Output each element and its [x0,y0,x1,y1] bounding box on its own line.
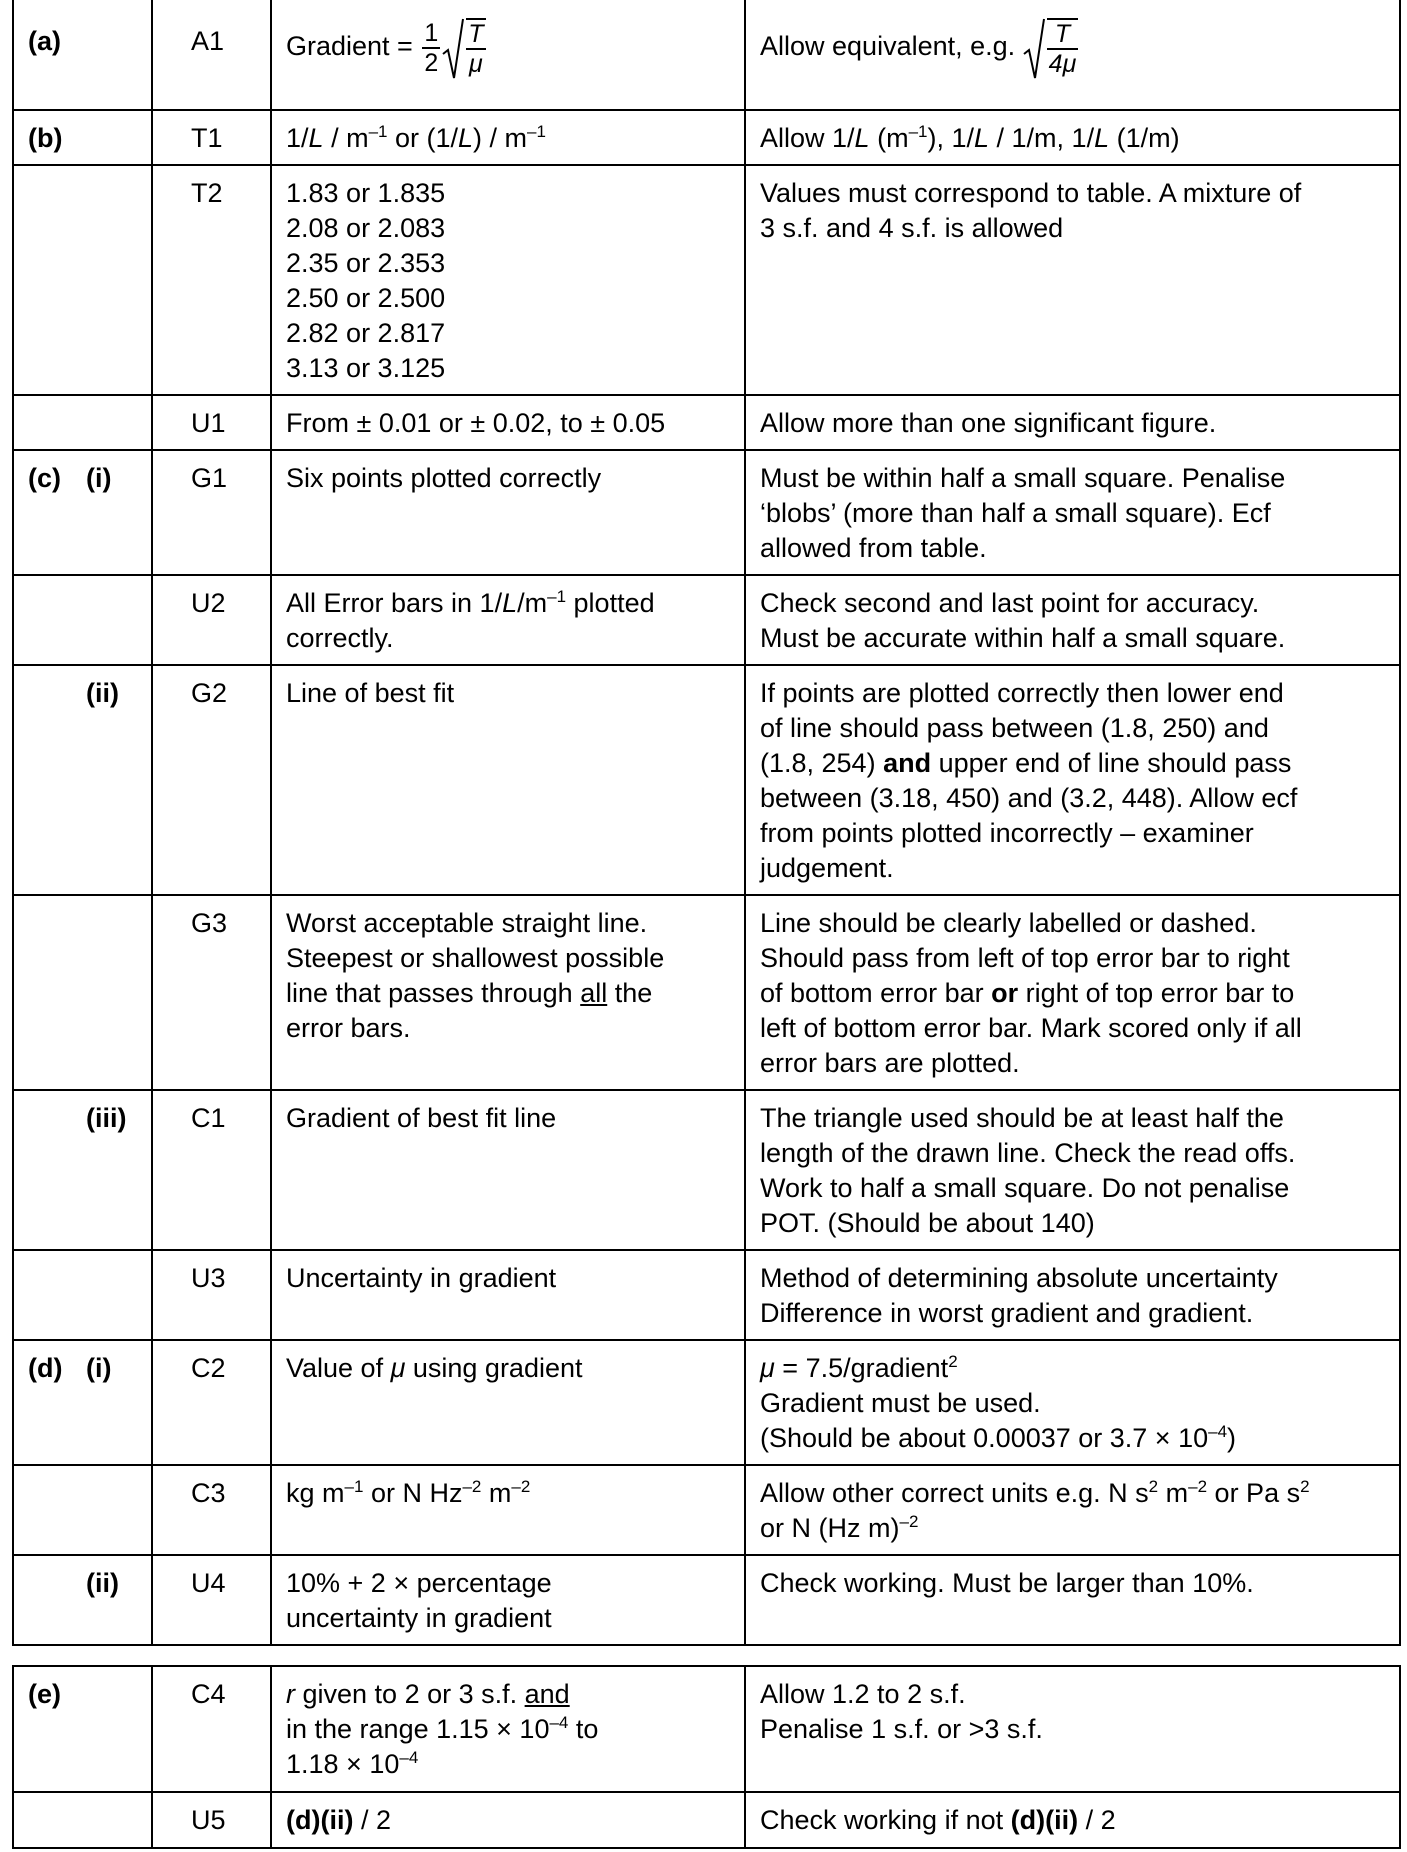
mark-code-label: U2 [191,588,226,618]
question-cell [13,110,152,165]
answer-cell [271,1792,745,1848]
question-cell [13,165,152,395]
answer-line: 3.13 or 3.125 [286,353,446,383]
answer-cell [271,1465,745,1555]
subquestion-label: (iii) [86,1103,127,1133]
notes-line: If points are plotted correctly then lower end [760,678,1284,708]
mark-code-label: U3 [191,1263,226,1293]
notes-line: POT. (Should be about 140) [760,1208,1095,1238]
notes-line: Check second and last point for accuracy. [760,588,1260,618]
answer-sup: –2 [462,1477,482,1496]
table-row [13,665,1400,895]
answer-text: /m [517,588,548,618]
root-numerator: T [1047,18,1079,50]
notes-sup: –2 [899,1512,919,1531]
notes-sup: 2 [948,1352,958,1371]
notes-line: judgement. [760,853,894,883]
answer-cell [271,165,745,395]
notes-cell [745,0,1400,110]
notes-line: Method of determining absolute uncertainty [760,1263,1278,1293]
fraction-denominator: 2 [424,49,439,77]
notes-text: upper end of line should pass [931,748,1292,778]
mark-code-label: T2 [191,178,223,208]
notes-cell [745,1465,1400,1555]
mark-code [152,1340,271,1465]
answer-text: using gradient [405,1353,583,1383]
mark-scheme-table-continued [12,1665,1401,1849]
answer-cell [271,450,745,575]
mark-code-label: U4 [191,1568,226,1598]
answer-line: uncertainty in gradient [286,1603,552,1633]
answer-cell [271,665,745,895]
answer-cell [271,0,745,110]
mark-code [152,1250,271,1340]
root-fraction [466,18,485,78]
answer-line: Steepest or shallowest possible [286,943,665,973]
mark-code-label: T1 [191,123,223,153]
answer-line: 2.50 or 2.500 [286,283,446,313]
subquestion-label: (ii) [86,678,119,708]
notes-text: Allow other correct units e.g. N s [760,1478,1149,1508]
question-cell [13,575,152,665]
notes-bold: or [991,978,1019,1008]
answer-text: / 2 [353,1805,391,1835]
answer-text: line that passes through [286,978,581,1008]
answer-cell [271,575,745,665]
notes-line: The triangle used should be at least half the [760,1103,1284,1133]
mark-code-label: U1 [191,408,226,438]
mark-code [152,0,271,110]
notes-text: Allow 1/ [760,123,855,153]
mark-scheme-table [12,0,1401,1646]
notes-cell [745,1090,1400,1250]
notes-cell [745,110,1400,165]
answer-var: L [308,123,324,153]
answer-line: 2.35 or 2.353 [286,248,446,278]
mark-code [152,1555,271,1645]
mark-code-label: G3 [191,908,228,938]
mark-code [152,450,271,575]
answer-var: r [286,1679,295,1709]
table-row [13,1555,1400,1645]
fraction-numerator: 1 [424,19,439,47]
notes-cell [745,1792,1400,1848]
mark-code [152,1090,271,1250]
notes-line: error bars are plotted. [760,1048,1020,1078]
answer-text: kg m [286,1478,345,1508]
answer-cell [271,1666,745,1792]
answer-line: error bars. [286,1013,411,1043]
subquestion-label: (i) [86,1353,112,1383]
notes-line: Penalise 1 s.f. or >3 s.f. [760,1714,1043,1744]
question-cell [13,1666,152,1792]
mark-code-label: C4 [191,1679,226,1709]
notes-cell [745,665,1400,895]
table-row [13,450,1400,575]
answer-line: 2.82 or 2.817 [286,318,446,348]
mark-code-label: C3 [191,1478,226,1508]
mark-code [152,1666,271,1792]
question-label: (b) [28,123,63,153]
mark-code [152,110,271,165]
notes-text: or N (Hz m) [760,1513,900,1543]
question-cell [13,895,152,1090]
question-label: (e) [28,1679,61,1709]
question-cell [13,1555,152,1645]
answer-text: Uncertainty in gradient [286,1263,557,1293]
notes-text: of bottom error bar [760,978,992,1008]
mark-code [152,575,271,665]
notes-text: ), 1/ [927,123,974,153]
root-denominator: μ [469,50,483,78]
table-row [13,1465,1400,1555]
answer-var: L [458,123,474,153]
answer-text: to [568,1714,599,1744]
answer-text: m [481,1478,512,1508]
radical-sign-icon [1023,18,1045,80]
mark-code [152,895,271,1090]
answer-line: 2.08 or 2.083 [286,213,446,243]
table-row [13,165,1400,395]
mark-code [152,165,271,395]
answer-sup: –1 [547,587,567,606]
notes-line: Must be accurate within half a small square. [760,623,1286,653]
notes-text: m [1158,1478,1189,1508]
notes-line: left of bottom error bar. Mark scored only if all [760,1013,1302,1043]
answer-cell [271,1340,745,1465]
notes-line: of line should pass between (1.8, 250) and [760,713,1269,743]
notes-cell [745,895,1400,1090]
answer-underline: all [580,978,608,1008]
answer-cell [271,895,745,1090]
notes-text: (Should be about 0.00037 or 3.7 × 10 [760,1423,1209,1453]
notes-line: from points plotted incorrectly – examiner [760,818,1254,848]
notes-cell [745,1666,1400,1792]
answer-cell [271,1555,745,1645]
question-cell [13,665,152,895]
notes-line: allowed from table. [760,533,987,563]
answer-cell [271,1250,745,1340]
notes-text: Check working. Must be larger than 10%. [760,1568,1254,1598]
answer-text: plotted [566,588,655,618]
notes-text: Allow more than one significant figure. [760,408,1217,438]
notes-line: ‘blobs’ (more than half a small square). Ecf [760,498,1271,528]
answer-line: correctly. [286,623,394,653]
answer-text: Six points plotted correctly [286,463,602,493]
notes-cell [745,575,1400,665]
notes-line: length of the drawn line. Check the read offs. [760,1138,1296,1168]
notes-bold: and [883,748,932,778]
notes-line: Allow 1.2 to 2 s.f. [760,1679,966,1709]
answer-text: Gradient of best fit line [286,1103,557,1133]
question-cell [13,395,152,450]
question-cell [13,1090,152,1250]
question-cell [13,1250,152,1340]
table-row [13,1250,1400,1340]
root-fraction [1047,18,1079,78]
mark-code [152,665,271,895]
table-row [13,895,1400,1090]
notes-text: Check working if not [760,1805,1011,1835]
answer-sup: –1 [368,122,388,141]
radical-sign-icon [442,18,464,80]
notes-line: Difference in worst gradient and gradient. [760,1298,1254,1328]
notes-line: between (3.18, 450) and (3.2, 448). Allow ecf [760,783,1298,813]
notes-line: Should pass from left of top error bar to right [760,943,1290,973]
fraction [422,19,440,77]
answer-sup: –2 [511,1477,531,1496]
notes-bold: (d)(ii) [1010,1805,1079,1835]
table-row [13,0,1400,110]
square-root [1023,18,1081,78]
notes-text: (1/m) [1109,123,1180,153]
notes-sup: 2 [1148,1477,1159,1496]
notes-cell [745,1555,1400,1645]
notes-line: Work to half a small square. Do not penalise [760,1173,1290,1203]
answer-text: From ± 0.01 or ± 0.02, to ± 0.05 [286,408,666,438]
question-cell [13,450,152,575]
notes-text: or Pa s [1207,1478,1301,1508]
answer-text: or (1/ [387,123,459,153]
answer-text: the [607,978,653,1008]
notes-var: L [974,123,990,153]
notes-sup: –2 [1188,1477,1208,1496]
question-label: (c) [28,463,61,493]
notes-sup: 2 [1300,1477,1310,1496]
answer-cell [271,1090,745,1250]
answer-text: 1.18 × 10 [286,1749,400,1779]
answer-cell [271,110,745,165]
table-row [13,110,1400,165]
question-cell [13,0,152,110]
answer-text: / m [323,123,369,153]
answer-text: in the range 1.15 × 10 [286,1714,550,1744]
mark-code [152,1792,271,1848]
answer-text: Line of best fit [286,678,455,708]
notes-text: (1.8, 254) [760,748,884,778]
notes-line: Must be within half a small square. Penalise [760,463,1286,493]
answer-text: Value of [286,1353,391,1383]
root-numerator: T [468,20,484,48]
answer-var: L [502,588,518,618]
mark-code-label: A1 [191,26,225,56]
answer-bold: (d)(ii) [286,1805,354,1835]
answer-text: All Error bars in 1/ [286,588,503,618]
answer-sup: –4 [549,1713,569,1732]
answer-text: given to 2 or 3 s.f. [295,1679,525,1709]
mark-code-label: C1 [191,1103,226,1133]
notes-var: L [1094,123,1110,153]
mark-code-label: G1 [191,463,228,493]
notes-var: μ [760,1353,775,1383]
answer-text: or N Hz [363,1478,463,1508]
notes-cell [745,165,1400,395]
notes-cell [745,1250,1400,1340]
notes-cell [745,395,1400,450]
answer-line: 10% + 2 × percentage [286,1568,552,1598]
notes-text: / 2 [1078,1805,1116,1835]
notes-cell [745,450,1400,575]
answer-sup: –4 [399,1748,419,1767]
table-row [13,1792,1400,1848]
notes-sup: –1 [908,122,928,141]
answer-text: ) / m [473,123,528,153]
answer-line: 1.83 or 1.835 [286,178,446,208]
root-denominator: 4μ [1048,50,1077,78]
notes-cell [745,1340,1400,1465]
mark-code-label: G2 [191,678,228,708]
notes-text: = 7.5/gradient [774,1353,949,1383]
answer-var: μ [390,1353,406,1383]
notes-line: 3 s.f. and 4 s.f. is allowed [760,213,1064,243]
table-row [13,1090,1400,1250]
table-row [13,1666,1400,1792]
answer-sup: –1 [527,122,546,141]
notes-text: right of top error bar to [1018,978,1295,1008]
square-root [442,18,487,78]
answer-text: Gradient = [286,31,421,62]
answer-underline: and [524,1679,570,1709]
mark-code-label: U5 [191,1805,226,1835]
question-label: (d) [28,1353,63,1383]
answer-line: Worst acceptable straight line. [286,908,648,938]
notes-sup: –4 [1208,1422,1228,1441]
notes-line: Values must correspond to table. A mixture of [760,178,1302,208]
notes-text: (m [869,123,909,153]
notes-line: Gradient must be used. [760,1388,1041,1418]
answer-sup: –1 [344,1477,364,1496]
subquestion-label: (ii) [86,1568,119,1598]
table-row [13,575,1400,665]
question-label: (a) [28,26,61,56]
notes-line: Line should be clearly labelled or dashed. [760,908,1257,938]
mark-code [152,395,271,450]
notes-text: ) [1227,1423,1237,1453]
mark-code-label: C2 [191,1353,226,1383]
question-cell [13,1465,152,1555]
question-cell [13,1340,152,1465]
answer-cell [271,395,745,450]
question-cell [13,1792,152,1848]
notes-text: Allow equivalent, e.g. [760,31,1023,62]
table-row [13,395,1400,450]
answer-text: 1/ [286,123,309,153]
notes-var: L [854,123,870,153]
subquestion-label: (i) [86,463,112,493]
table-row [13,1340,1400,1465]
notes-text: / 1/m, 1/ [989,123,1095,153]
mark-code [152,1465,271,1555]
